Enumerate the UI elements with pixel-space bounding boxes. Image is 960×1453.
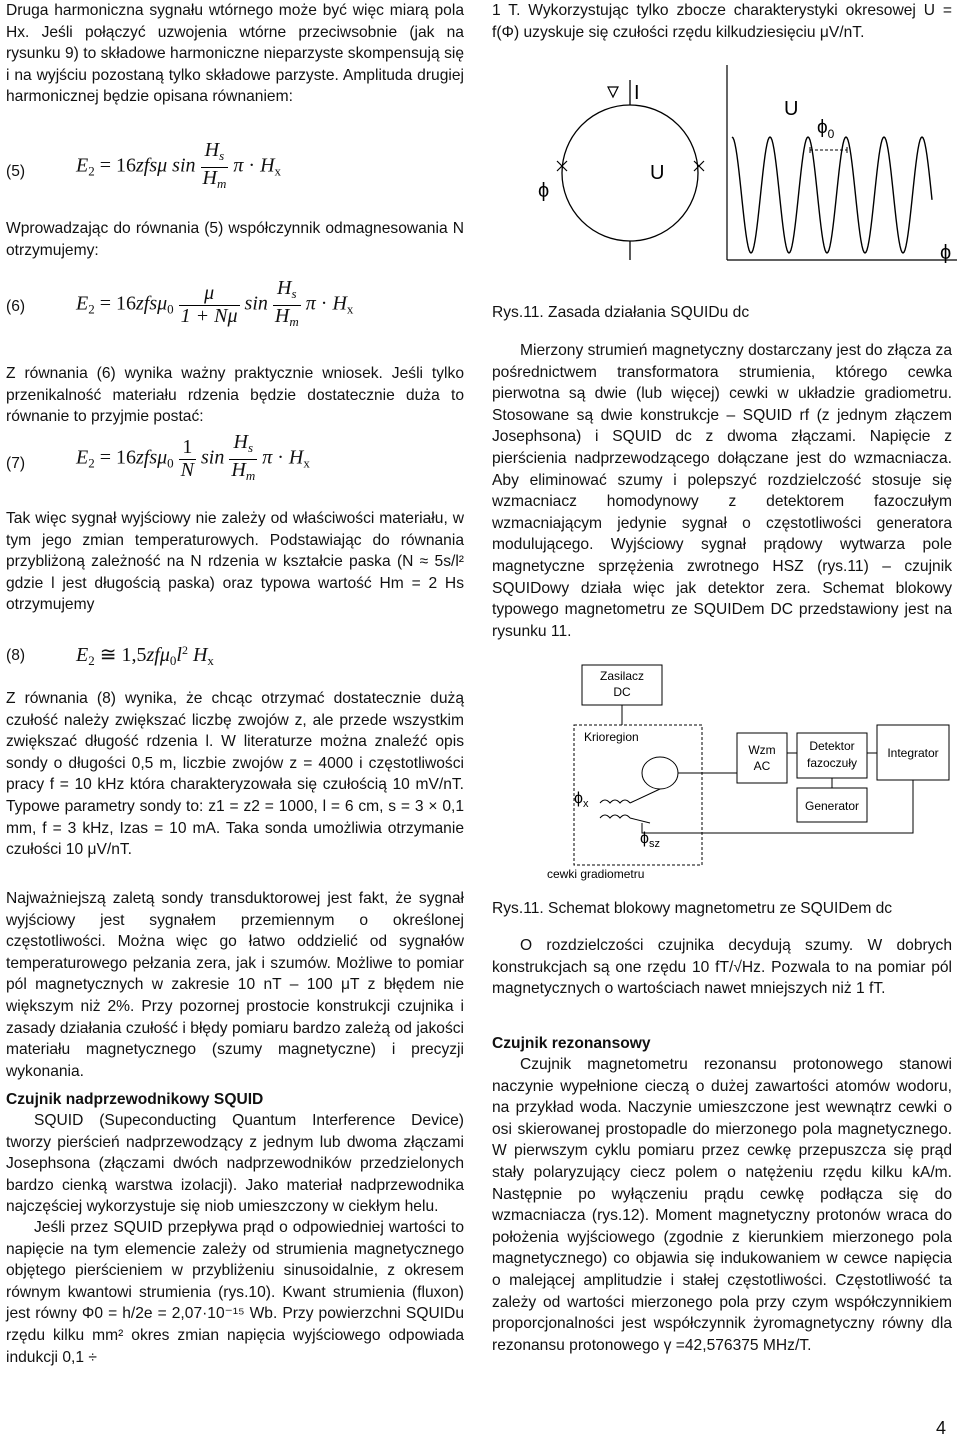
phix-label: $\phi_x$ [574,790,589,810]
phi0-label: $\phi_0$ [817,117,835,141]
squid-ring-icon [642,757,678,789]
page-number: 4 [935,1418,946,1438]
equation-7: $E_2 = 16zfs\mu_0$ $\frac{1}{N}$ sin $\frac{H_s}{H_m}$ $\pi \cdot H_x$ [76,431,310,483]
equation-6: $E_2 = 16zfs\mu_0$ $\frac{\mu}{1 + N\mu}$ sin $\frac{H_s}{H_m}$ $\pi \cdot H_x$ [76,277,354,329]
integrator-label: Integrator [887,746,939,760]
heading-squid: Czujnik nadprzewodnikowy SQUID [6,1091,264,1108]
equation-5: $E_2 = 16zfs\mu$ sin $\frac{H_s}{H_m}$ $\pi \cdot H_x$ [76,139,282,191]
wzm-label: Wzm [748,743,776,757]
flux-label: ϕ [538,180,550,202]
paragraph-slope: 1 T. Wykorzystując tylko zbocze charakterystyki okresowej U = f(Φ) uzyskuje się czułości rzędu kilkudziesięciu μV/nT. [492,2,952,41]
wzm-ac-block [737,733,787,783]
squid-principle-figure [532,55,960,295]
heading-resonance: Czujnik rezonansowy [492,1035,651,1052]
equation-8: $E_2$ ≅ $1,5zf\mu_0l^2$ $H_x$ [76,643,214,668]
equation-7-number: (7) [6,455,26,472]
paragraph-transformer: Mierzony strumień magnetyczny dostarczany jest do złącza za pośrednictwem transformatora strumienia, którego cewka pierwotna są dwie (lub więcej) cewki w układzie gradiometru. Stosowane są dwie konstrukcje – SQUID rf (z jednym złączem Josephsona) i SQUID dc z dwoma złączami. Napięcie z pierścienia nadprzewodzącego dołączane jest do wzmacniacza. Aby eliminować szumy i polepszyć rozdzielczość stosuje się wzmacniacz homodynowy z detektorem fazoczułym wzmacniającym jedynie sygnał o częstotliwości generatora modulującego. Wyjściowy sygnał prądowy wytwarza pole magnetyczne sprzężenia zwrotnego HSZ (rys.11) – czujnik SQUIDowy działa więc jak detektor zera. Schemat blokowy typowego magnetometru ze SQUIDem DC przedstawiony jest na rysunku 11. [492,342,952,640]
figure-caption-principle: Rys.11. Zasada działania SQUIDu dc [492,304,750,321]
krioregion-block [574,725,702,865]
current-label: I [634,82,640,104]
generator-label: Generator [804,799,860,813]
paragraph-sensitivity: Z równania (8) wynika, że chcąc otrzymać dostatecznie dużą czułość należy zwiększać liczbę zwojów z, ale przede wszystkim zwiększać długość rdzenia l. W literaturze można znaleźć opis sondy o długości 0,5 m, liczbie zwojów z = 4000 i częstotliwości pracy f = 10 kHz która charakteryzowała się czułością 10 mV/nT. Typowe parametry sondy to: z1 = z2 = 1000, l = 6 cm, s = 3 × 0,1 mm, f = 3 kHz, Izas = 10 mA. Taka sonda umożliwia otrzymanie czułości 10 μV/nT. [6,690,464,859]
voltage-label: U [650,162,665,184]
detektor-label: Detektor [809,739,855,753]
junction-right-icon [694,161,704,171]
equation-5-number: (5) [6,163,26,180]
magnetometer-block-diagram [532,663,952,888]
fazoczuly-label: fazoczuły [806,756,858,770]
paragraph-harmonic: Druga harmoniczna sygnału wtórnego może być więc miarą pola Hx. Jeśli połączyć uzwojenia wtórne przeciwsobnie (jak na rysunku 9) to składowe harmoniczne nieparzyste skompensują się i na wyjściu pozostaną tylko składowe parzyste. Amplituda drugiej harmonicznej będzie opisana równaniem: [6,2,464,106]
axis-phi-label: ϕ [940,242,952,264]
paragraph-squid-intro: SQUID (Supeconducting Quantum Interference Device) tworzy pierścień nadprzewodzący z jednym lub dwoma złączami Josephsona (złączami dwóch nadprzewodników przedzielonych bardzo cienką warstwa izolacji). Jako materiał nadprzewodnika najczęściej wykorzystuje się niob umieszczony w ciekłym helu. [6,1112,464,1216]
voltage-flux-curve [732,137,932,253]
paragraph-squid-current: Jeśli przez SQUID przepływa prąd o odpowiedniej wartości to napięcie na tym elemencie zależy od strumienia magnetycznego objętego pierścieniem w przybliżeniu sinusoidalnie, z okresem równym kwantowi strumienia (rys.10). Kwant strumienia (fluxon) jest równy Φ0 = h/2e = 2,07·10⁻¹⁵ Wb. Przy powierzchni SQUIDu rzędu kilku mm² okres zmian napięcia wyjściowego odpowiada indukcji 0,1 ÷ [6,1219,464,1366]
gradiometer-coil-icon [600,800,630,803]
dc-label: DC [613,685,631,699]
ac-label: AC [753,759,771,773]
phisz-label: $\phi_{sz}$ [640,830,660,850]
cewki-label: cewki gradiometru [547,867,645,881]
paragraph-conclusion: Z równania (6) wynika ważny praktycznie wniosek. Jeśli tylko przenikalność materiału rdzenia będzie dostatecznie duża to równanie to przyjmie postać: [6,365,464,426]
paragraph-substitution: Tak więc sygnał wyjściowy nie zależy od właściwości materiału, w tym jego zmian temperaturowych. Podstawiając do równania przybliżoną zależność na N rdzenia w kształcie paska (N ≈ 5s/l² gdzie l jest długością paska) oraz typowa wartość Hm = 2 Hs otrzymujemy [6,510,464,614]
equation-8-number: (8) [6,647,26,664]
equation-6-number: (6) [6,298,26,315]
paragraph-demagnetization: Wprowadzając do równania (5) współczynnik odmagnesowania N otrzymujemy: [6,220,464,259]
axis-u-label: U [784,98,799,120]
zasilacz-label: Zasilacz [599,669,645,683]
squid-ring [562,105,698,241]
krioregion-label: Krioregion [584,730,639,744]
figure-caption-block-diagram: Rys.11. Schemat blokowy magnetometru ze SQUIDem dc [492,900,893,917]
paragraph-resolution: O rozdzielczości czujnika decydują szumy. W dobrych konstrukcjach są one rzędu 10 fT/√Hz. Pozwala to na pomiar pól magnetycznych o wartościach nawet mniejszych niż 1 fT. [492,937,952,998]
paragraph-advantage: Najważniejszą zaletą sondy transduktorowej jest fakt, że sygnał wyjściowy jest sygnałem przemiennym o określonej częstotliwości. Można więc go łatwo oddzielić od sygnałów temperaturowego pełzania zera, jak i szumów. Możliwe to pomiar pól magnetycznych w zakresie 10 nT – 100 μT z błędem nie większym niż 2%. Przy pozornej prostocie konstrukcji czujnika i zasady działania czułość i błędy pomiaru bardzo zależą od jakości materiału magnetycznego (szumy magnetyczne) i precyzji wykonania. [6,890,464,1080]
current-arrow-icon [608,87,618,97]
paragraph-resonance: Czujnik magnetometru rezonansu protonowego stanowi naczynie wypełnione cieczą o dużej zawartości atomów wodoru, na przykład woda. Naczynie umieszczone jest wewnątrz cewki o osi skierowanej prostopadle do mierzonego pola magnetycznego. W pierwszym cyklu pomiaru przez cewkę przepuszcza się prąd stały polaryzujący ciecz polem o natężeniu rzędu kilku kA/m. Następnie po wyłączeniu prądu cewkę podłącza się do wzmacniacza (rys.12). Moment magnetyczny protonów wraca do położenia wyjściowego (zgodnie z kierunkiem mierzonego pola magnetycznego) co objawia się indukowaniem w cewce napięcia o malejącej amplitudzie i stałej częstotliwości. Częstotliwość ta zależy od wartości mierzonego pola przy czym współczynnikiem proporcjonalności jest współczynnik żyromagnetyczny równy dla rezonansu protonowego γ =42,576375 MHz/T. [492,1056,952,1354]
